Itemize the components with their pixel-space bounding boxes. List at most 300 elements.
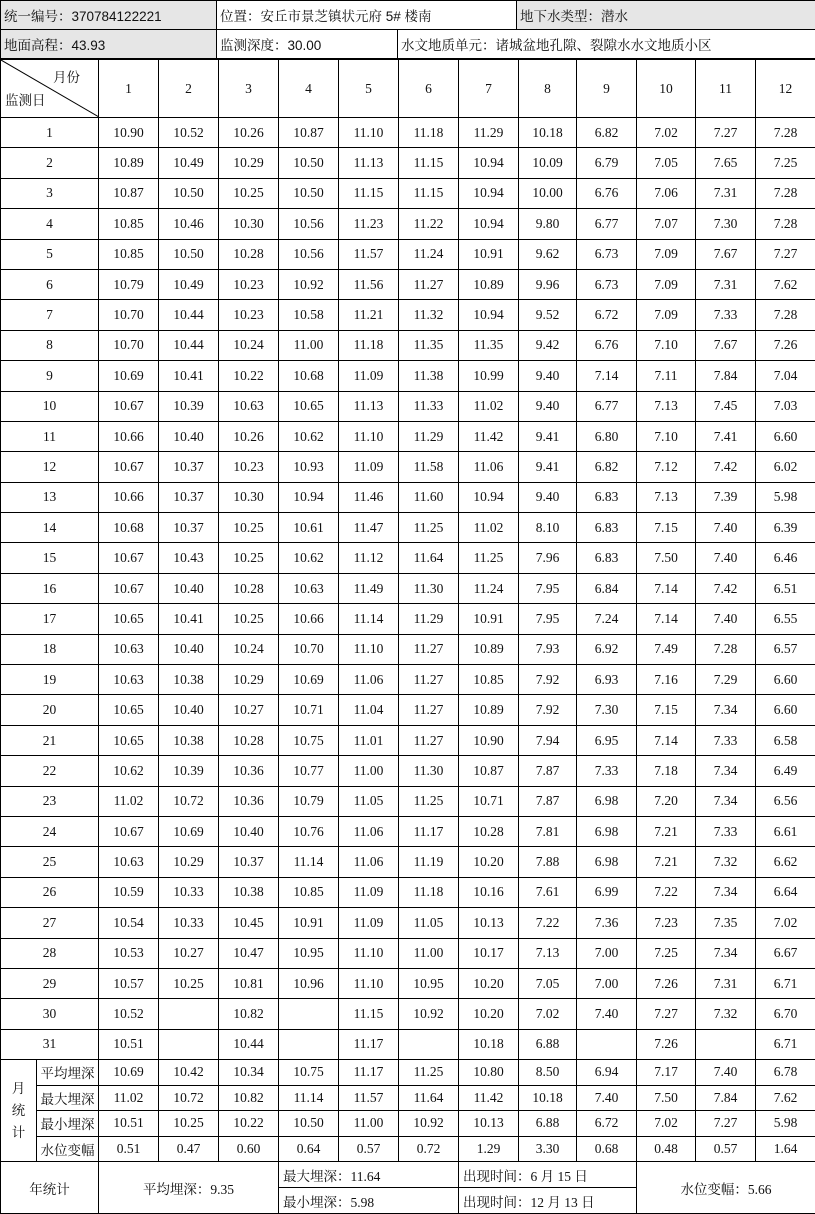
day-label: 9 — [1, 361, 99, 391]
depth-value-cell: 11.01 — [339, 725, 399, 755]
depth-value-cell: 10.44 — [159, 330, 219, 360]
depth-value-cell: 10.63 — [219, 391, 279, 421]
day-label: 17 — [1, 604, 99, 634]
monthly-stat-value: 0.47 — [159, 1136, 219, 1162]
station-id: 统一编号：370784122221 — [1, 1, 217, 30]
depth-value-cell: 10.44 — [159, 300, 219, 330]
depth-value-cell: 10.67 — [99, 452, 159, 482]
depth-value-cell: 11.14 — [339, 604, 399, 634]
depth-value-cell: 7.16 — [637, 665, 696, 695]
depth-value-cell: 6.88 — [519, 1029, 577, 1059]
hydrogeologic-unit: 水文地质单元：诸城盆地孔隙、裂隙水水文地质小区 — [398, 30, 815, 59]
depth-value-cell: 10.57 — [99, 968, 159, 998]
depth-value-cell: 11.23 — [339, 209, 399, 239]
depth-value-cell: 10.41 — [159, 361, 219, 391]
depth-value-cell: 7.15 — [637, 513, 696, 543]
depth-value-cell: 7.09 — [637, 239, 696, 269]
depth-value-cell: 7.34 — [696, 756, 756, 786]
depth-value-cell: 6.51 — [756, 573, 815, 603]
depth-value-cell: 10.17 — [459, 938, 519, 968]
depth-value-cell: 6.76 — [577, 330, 637, 360]
depth-value-cell: 11.29 — [459, 118, 519, 148]
depth-value-cell: 10.81 — [219, 968, 279, 998]
day-label: 29 — [1, 968, 99, 998]
depth-value-cell: 6.64 — [756, 877, 815, 907]
table-row — [1, 968, 815, 998]
depth-value-cell: 10.23 — [219, 452, 279, 482]
month-header: 1 — [99, 60, 159, 118]
depth-value-cell: 7.31 — [696, 269, 756, 299]
depth-value-cell: 10.26 — [219, 118, 279, 148]
table-row — [1, 239, 815, 269]
depth-value-cell: 7.22 — [519, 908, 577, 938]
depth-value-cell: 10.89 — [459, 269, 519, 299]
depth-value-cell: 10.24 — [219, 330, 279, 360]
monthly-stat-value: 7.02 — [637, 1111, 696, 1137]
monthly-stat-value: 10.22 — [219, 1111, 279, 1137]
depth-value-cell: 10.79 — [279, 786, 339, 816]
monthly-stat-value: 11.00 — [339, 1111, 399, 1137]
month-header: 9 — [577, 60, 637, 118]
monthly-stat-value: 1.29 — [459, 1136, 519, 1162]
depth-value-cell: 10.72 — [159, 786, 219, 816]
table-row — [1, 300, 815, 330]
depth-value-cell: 10.25 — [219, 178, 279, 208]
depth-value-cell: 10.82 — [219, 999, 279, 1029]
depth-value-cell: 10.65 — [99, 725, 159, 755]
depth-value-cell: 11.21 — [339, 300, 399, 330]
depth-value-cell: 10.94 — [459, 209, 519, 239]
table-row — [1, 786, 815, 816]
depth-value-cell: 11.09 — [339, 908, 399, 938]
depth-value-cell: 10.69 — [99, 361, 159, 391]
table-row — [1, 209, 815, 239]
depth-value-cell: 10.25 — [159, 968, 219, 998]
depth-value-cell: 10.62 — [279, 421, 339, 451]
depth-value-cell: 6.79 — [577, 148, 637, 178]
depth-value-cell: 10.91 — [459, 239, 519, 269]
monthly-stat-value: 10.75 — [279, 1060, 339, 1086]
depth-value-cell: 11.04 — [339, 695, 399, 725]
depth-value-cell: 10.68 — [99, 513, 159, 543]
depth-value-cell: 10.23 — [219, 300, 279, 330]
monthly-stat-value: 10.69 — [99, 1060, 159, 1086]
depth-value-cell: 6.57 — [756, 634, 815, 664]
annual-min-time: 出现时间：12 月 13 日 — [459, 1188, 637, 1214]
depth-value-cell: 10.52 — [99, 999, 159, 1029]
depth-value-cell: 7.88 — [519, 847, 577, 877]
depth-value-cell: 11.15 — [339, 999, 399, 1029]
monthly-stat-value: 5.98 — [756, 1111, 815, 1137]
depth-value-cell: 10.62 — [99, 756, 159, 786]
monthly-stat-value: 8.50 — [519, 1060, 577, 1086]
monthly-stat-name: 平均埋深 — [37, 1060, 99, 1086]
depth-value-cell: 7.67 — [696, 330, 756, 360]
monitoring-depth: 监测深度：30.00 — [217, 30, 398, 59]
depth-value-cell: 7.26 — [756, 330, 815, 360]
depth-value-cell: 10.50 — [159, 239, 219, 269]
table-row — [1, 725, 815, 755]
depth-value-cell: 11.18 — [399, 877, 459, 907]
annual-max-time: 出现时间：6 月 15 日 — [459, 1162, 637, 1188]
table-row — [1, 573, 815, 603]
depth-value-cell: 11.42 — [459, 421, 519, 451]
depth-value-cell: 7.41 — [696, 421, 756, 451]
depth-value-cell: 10.75 — [279, 725, 339, 755]
depth-value-cell: 7.28 — [756, 209, 815, 239]
depth-value-cell: 11.27 — [399, 665, 459, 695]
depth-value-cell: 7.49 — [637, 634, 696, 664]
depth-value-cell: 10.67 — [99, 573, 159, 603]
depth-value-cell: 6.02 — [756, 452, 815, 482]
monthly-stats-label-char: 计 — [1, 1122, 36, 1144]
day-label: 27 — [1, 908, 99, 938]
depth-value-cell: 6.71 — [756, 968, 815, 998]
depth-value-cell: 6.46 — [756, 543, 815, 573]
depth-value-cell: 10.40 — [219, 816, 279, 846]
depth-value-cell: 10.95 — [399, 968, 459, 998]
depth-value-cell: 10.13 — [459, 908, 519, 938]
depth-value-cell: 11.46 — [339, 482, 399, 512]
depth-value-cell: 11.27 — [399, 725, 459, 755]
depth-value-cell: 10.70 — [99, 330, 159, 360]
depth-value-cell: 10.67 — [99, 543, 159, 573]
depth-value-cell: 10.24 — [219, 634, 279, 664]
depth-value-cell: 10.20 — [459, 847, 519, 877]
corner-header — [1, 60, 99, 118]
depth-value-cell: 7.34 — [696, 877, 756, 907]
depth-value-cell: 11.02 — [99, 786, 159, 816]
monthly-stat-row — [1, 1136, 815, 1162]
depth-value-cell: 11.18 — [399, 118, 459, 148]
depth-value-cell: 7.09 — [637, 300, 696, 330]
depth-value-cell: 10.43 — [159, 543, 219, 573]
depth-value-cell: 10.61 — [279, 513, 339, 543]
annual-stats-label: 年统计 — [1, 1162, 99, 1214]
depth-value-cell: 6.73 — [577, 239, 637, 269]
depth-value-cell: 11.32 — [399, 300, 459, 330]
depth-value-cell: 10.40 — [159, 421, 219, 451]
depth-value-cell: 7.25 — [756, 148, 815, 178]
depth-value-cell: 7.39 — [696, 482, 756, 512]
depth-value-cell: 10.69 — [159, 816, 219, 846]
monthly-stat-value: 11.02 — [99, 1085, 159, 1111]
table-row — [1, 361, 815, 391]
depth-value-cell: 6.98 — [577, 847, 637, 877]
depth-value-cell: 11.09 — [339, 877, 399, 907]
monthly-stat-value: 10.50 — [279, 1111, 339, 1137]
depth-value-cell: 10.44 — [219, 1029, 279, 1059]
depth-value-cell: 10.91 — [279, 908, 339, 938]
depth-value-cell: 10.38 — [219, 877, 279, 907]
table-row — [1, 269, 815, 299]
depth-value-cell: 10.94 — [459, 300, 519, 330]
monthly-stat-value: 7.40 — [696, 1060, 756, 1086]
monthly-stat-value: 10.92 — [399, 1111, 459, 1137]
depth-value-cell: 10.90 — [99, 118, 159, 148]
depth-value-cell: 7.40 — [696, 513, 756, 543]
depth-value-cell: 11.49 — [339, 573, 399, 603]
depth-value-cell: 10.25 — [219, 513, 279, 543]
depth-value-cell: 6.84 — [577, 573, 637, 603]
table-row — [1, 756, 815, 786]
annual-avg-depth: 平均埋深：9.35 — [99, 1162, 279, 1214]
depth-value-cell: 9.62 — [519, 239, 577, 269]
depth-value-cell: 10.69 — [279, 665, 339, 695]
depth-value-cell: 7.02 — [519, 999, 577, 1029]
depth-value-cell: 11.10 — [339, 938, 399, 968]
depth-value-cell: 10.87 — [279, 118, 339, 148]
month-header: 3 — [219, 60, 279, 118]
depth-value-cell: 10.30 — [219, 209, 279, 239]
depth-value-cell: 7.10 — [637, 330, 696, 360]
depth-value-cell: 10.50 — [279, 148, 339, 178]
monthly-stats-label-char: 月 — [1, 1078, 36, 1100]
depth-value-cell: 11.18 — [339, 330, 399, 360]
depth-value-cell: 11.10 — [339, 634, 399, 664]
depth-value-cell: 11.06 — [459, 452, 519, 482]
depth-value-cell: 6.82 — [577, 118, 637, 148]
depth-value-cell: 10.52 — [159, 118, 219, 148]
depth-value-cell: 10.53 — [99, 938, 159, 968]
depth-value-cell: 6.49 — [756, 756, 815, 786]
depth-value-cell: 10.28 — [219, 239, 279, 269]
depth-value-cell: 10.09 — [519, 148, 577, 178]
depth-value-cell: 10.22 — [219, 361, 279, 391]
depth-value-cell: 7.45 — [696, 391, 756, 421]
depth-value-cell: 10.63 — [99, 847, 159, 877]
depth-value-cell: 11.47 — [339, 513, 399, 543]
depth-value-cell: 7.23 — [637, 908, 696, 938]
day-label: 14 — [1, 513, 99, 543]
depth-value-cell: 10.94 — [459, 482, 519, 512]
monthly-stat-row — [1, 1060, 815, 1086]
depth-value-cell: 7.13 — [519, 938, 577, 968]
depth-value-cell: 6.77 — [577, 209, 637, 239]
depth-value-cell: 6.72 — [577, 300, 637, 330]
table-row — [1, 330, 815, 360]
station-info-header — [0, 0, 815, 59]
depth-value-cell: 11.13 — [339, 391, 399, 421]
depth-value-cell — [399, 1029, 459, 1059]
depth-value-cell: 10.92 — [399, 999, 459, 1029]
depth-value-cell: 6.98 — [577, 786, 637, 816]
depth-value-cell: 10.29 — [219, 148, 279, 178]
table-row — [1, 908, 815, 938]
day-label: 25 — [1, 847, 99, 877]
depth-value-cell: 10.37 — [159, 513, 219, 543]
depth-value-cell: 7.26 — [637, 1029, 696, 1059]
depth-value-cell: 6.99 — [577, 877, 637, 907]
table-row — [1, 391, 815, 421]
depth-value-cell: 6.56 — [756, 786, 815, 816]
day-label: 2 — [1, 148, 99, 178]
depth-value-cell: 10.63 — [99, 665, 159, 695]
day-label: 18 — [1, 634, 99, 664]
depth-value-cell: 10.79 — [99, 269, 159, 299]
depth-value-cell: 10.62 — [279, 543, 339, 573]
depth-value-cell: 7.95 — [519, 573, 577, 603]
depth-value-cell: 10.51 — [99, 1029, 159, 1059]
monthly-stat-value: 11.25 — [399, 1060, 459, 1086]
depth-value-cell: 11.56 — [339, 269, 399, 299]
depth-value-cell: 7.65 — [696, 148, 756, 178]
depth-value-cell: 11.05 — [399, 908, 459, 938]
depth-value-cell: 10.41 — [159, 604, 219, 634]
monthly-stat-value: 0.64 — [279, 1136, 339, 1162]
depth-value-cell: 10.85 — [99, 239, 159, 269]
day-label: 11 — [1, 421, 99, 451]
depth-value-cell: 10.56 — [279, 209, 339, 239]
depth-value-cell: 7.61 — [519, 877, 577, 907]
depth-value-cell: 11.35 — [399, 330, 459, 360]
depth-value-cell: 10.66 — [99, 421, 159, 451]
depth-value-cell: 6.83 — [577, 482, 637, 512]
depth-value-cell: 10.85 — [99, 209, 159, 239]
monthly-stat-value: 10.13 — [459, 1111, 519, 1137]
depth-value-cell: 11.25 — [399, 513, 459, 543]
day-label: 3 — [1, 178, 99, 208]
depth-value-cell: 7.27 — [637, 999, 696, 1029]
depth-value-cell: 10.49 — [159, 269, 219, 299]
depth-value-cell: 10.58 — [279, 300, 339, 330]
depth-value-cell: 7.02 — [637, 118, 696, 148]
table-row — [1, 452, 815, 482]
depth-value-cell — [279, 1029, 339, 1059]
depth-value-cell: 11.06 — [339, 847, 399, 877]
depth-value-cell: 7.00 — [577, 968, 637, 998]
depth-value-cell: 10.67 — [99, 391, 159, 421]
depth-value-cell — [159, 1029, 219, 1059]
depth-value-cell — [577, 1029, 637, 1059]
monthly-stat-name: 最大埋深 — [37, 1085, 99, 1111]
table-row — [1, 1029, 815, 1059]
depth-value-cell: 10.38 — [159, 725, 219, 755]
monthly-stat-value: 7.50 — [637, 1085, 696, 1111]
depth-value-cell: 7.14 — [637, 573, 696, 603]
month-header: 2 — [159, 60, 219, 118]
depth-value-cell: 6.95 — [577, 725, 637, 755]
monthly-stat-value: 10.18 — [519, 1085, 577, 1111]
table-row — [1, 482, 815, 512]
annual-min-depth: 最小埋深：5.98 — [279, 1188, 459, 1214]
depth-value-cell: 7.33 — [577, 756, 637, 786]
depth-value-cell: 7.30 — [577, 695, 637, 725]
depth-value-cell: 7.42 — [696, 452, 756, 482]
day-label: 16 — [1, 573, 99, 603]
depth-value-cell: 10.18 — [519, 118, 577, 148]
day-label: 7 — [1, 300, 99, 330]
depth-value-cell: 7.26 — [637, 968, 696, 998]
monthly-stat-value: 11.64 — [399, 1085, 459, 1111]
depth-value-cell: 9.42 — [519, 330, 577, 360]
depth-value-cell: 5.98 — [756, 482, 815, 512]
day-label: 5 — [1, 239, 99, 269]
depth-value-cell: 11.17 — [339, 1029, 399, 1059]
month-header: 4 — [279, 60, 339, 118]
monthly-stat-row — [1, 1111, 815, 1137]
depth-value-cell: 7.42 — [696, 573, 756, 603]
depth-value-cell: 11.57 — [339, 239, 399, 269]
depth-value-cell: 10.47 — [219, 938, 279, 968]
depth-value-cell: 10.89 — [459, 634, 519, 664]
depth-value-cell: 6.60 — [756, 421, 815, 451]
monthly-stat-value: 6.94 — [577, 1060, 637, 1086]
monthly-stat-value: 10.82 — [219, 1085, 279, 1111]
depth-value-cell: 10.36 — [219, 786, 279, 816]
depth-value-cell: 7.93 — [519, 634, 577, 664]
monthly-stat-value: 1.64 — [756, 1136, 815, 1162]
depth-value-cell: 11.05 — [339, 786, 399, 816]
day-label: 22 — [1, 756, 99, 786]
depth-value-cell: 10.40 — [159, 573, 219, 603]
depth-value-cell: 11.24 — [399, 239, 459, 269]
monthly-stat-value: 10.80 — [459, 1060, 519, 1086]
depth-value-cell: 7.06 — [637, 178, 696, 208]
depth-value-cell: 7.84 — [696, 361, 756, 391]
monthly-stat-value: 7.62 — [756, 1085, 815, 1111]
depth-value-cell: 7.27 — [696, 118, 756, 148]
depth-value-cell: 7.40 — [696, 543, 756, 573]
depth-value-cell: 10.65 — [99, 695, 159, 725]
depth-value-cell: 11.09 — [339, 361, 399, 391]
depth-value-cell: 10.18 — [459, 1029, 519, 1059]
day-label: 10 — [1, 391, 99, 421]
table-row — [1, 847, 815, 877]
depth-value-cell: 7.32 — [696, 847, 756, 877]
monthly-stats — [1, 1060, 815, 1162]
month-header: 12 — [756, 60, 815, 118]
depth-value-cell: 10.76 — [279, 816, 339, 846]
monthly-stat-value: 0.48 — [637, 1136, 696, 1162]
depth-value-cell: 7.00 — [577, 938, 637, 968]
ground-elevation: 地面高程：43.93 — [1, 30, 217, 59]
table-row — [1, 148, 815, 178]
depth-value-cell: 9.80 — [519, 209, 577, 239]
depth-value-cell: 7.95 — [519, 604, 577, 634]
day-label: 6 — [1, 269, 99, 299]
depth-value-cell: 7.14 — [577, 361, 637, 391]
depth-value-cell: 10.40 — [159, 634, 219, 664]
depth-value-cell: 10.16 — [459, 877, 519, 907]
depth-value-cell: 7.32 — [696, 999, 756, 1029]
monthly-stat-value: 0.72 — [399, 1136, 459, 1162]
day-label: 8 — [1, 330, 99, 360]
depth-value-cell: 11.30 — [399, 756, 459, 786]
depth-value-cell: 11.10 — [339, 421, 399, 451]
depth-value-cell: 10.65 — [279, 391, 339, 421]
depth-value-cell: 10.29 — [159, 847, 219, 877]
depth-value-cell: 7.28 — [696, 634, 756, 664]
depth-value-cell: 6.73 — [577, 269, 637, 299]
depth-value-cell: 7.28 — [756, 118, 815, 148]
depth-value-cell: 10.59 — [99, 877, 159, 907]
depth-value-cell: 7.94 — [519, 725, 577, 755]
depth-value-cell: 11.15 — [399, 178, 459, 208]
depth-value-cell: 6.39 — [756, 513, 815, 543]
depth-value-cell: 11.33 — [399, 391, 459, 421]
depth-value-cell: 10.68 — [279, 361, 339, 391]
depth-value-cell: 6.76 — [577, 178, 637, 208]
depth-value-cell: 10.37 — [159, 452, 219, 482]
monthly-stat-value: 7.84 — [696, 1085, 756, 1111]
table-row — [1, 513, 815, 543]
depth-value-cell: 6.93 — [577, 665, 637, 695]
depth-value-cell: 11.64 — [399, 543, 459, 573]
depth-value-cell: 10.46 — [159, 209, 219, 239]
depth-value-cell: 10.33 — [159, 877, 219, 907]
depth-value-cell: 11.13 — [339, 148, 399, 178]
